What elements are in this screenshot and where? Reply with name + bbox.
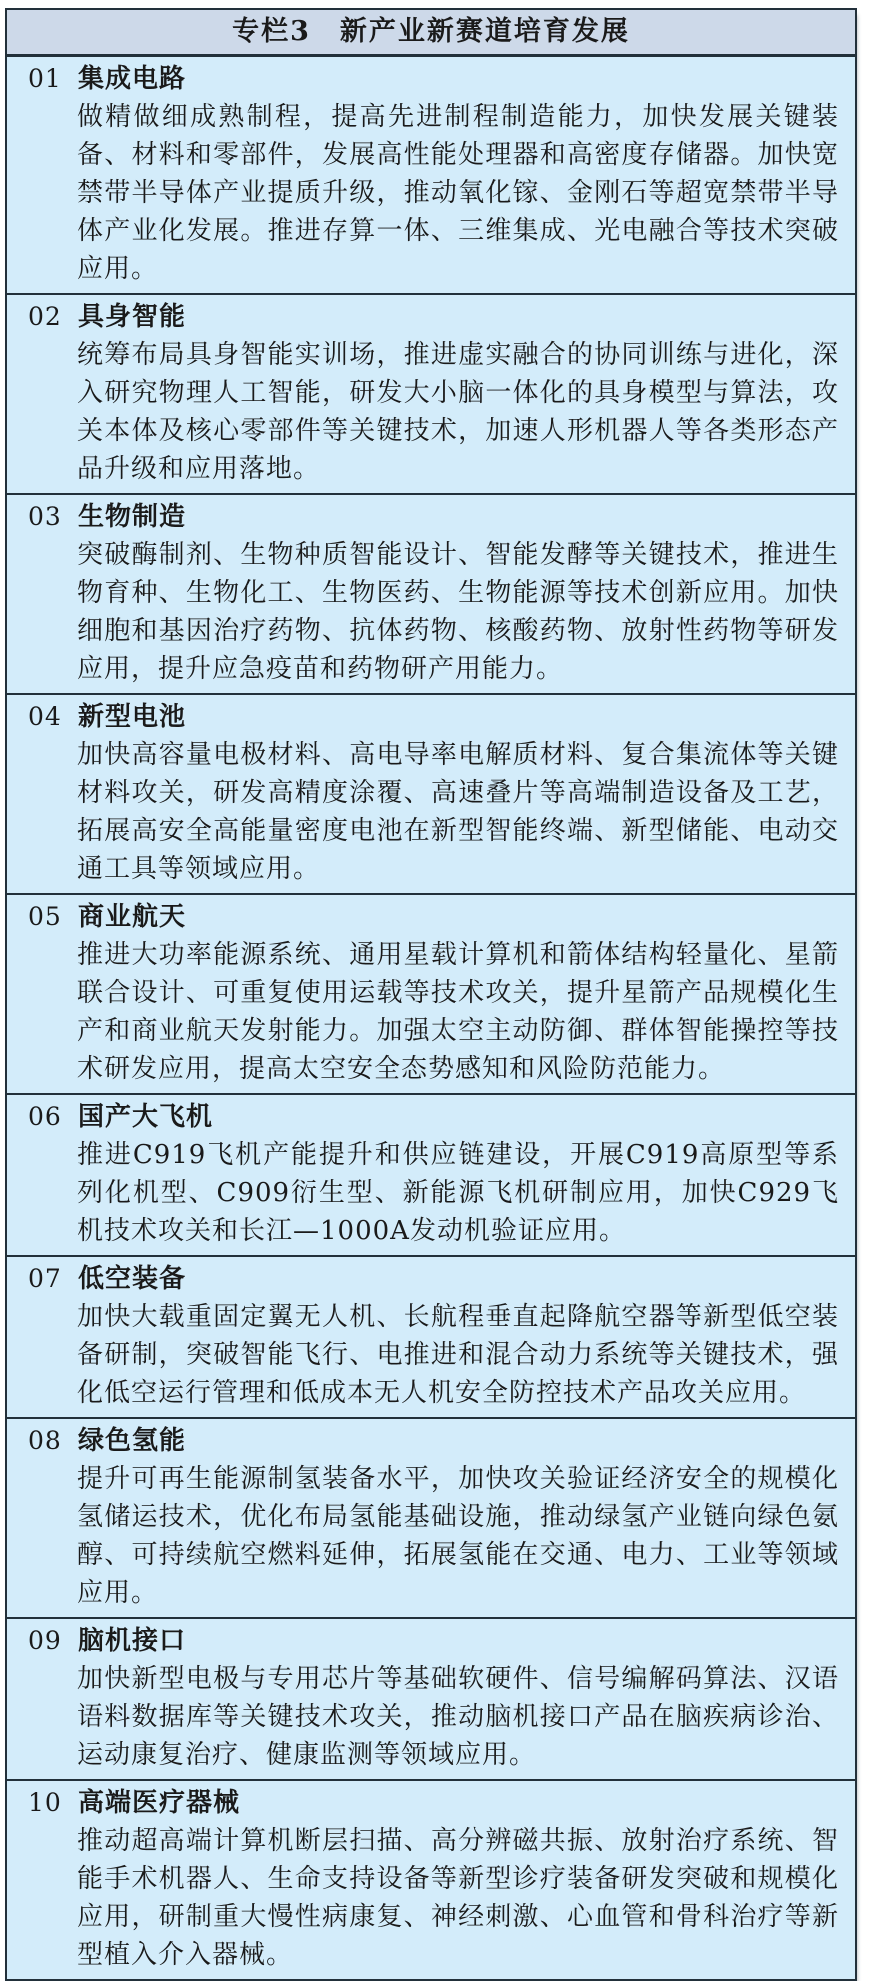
section-number: 05 <box>28 902 62 931</box>
section-title: 新型电池 <box>78 702 187 732</box>
section-title: 商业航天 <box>78 902 187 932</box>
panel-title: 专栏3 新产业新赛道培育发展 <box>232 16 630 47</box>
section-text: 加快大载重固定翼无人机、长航程垂直起降航空器等新型低空装备研制，突破智能飞行、电推进和混合动力系统等关键技术，强化低空运行管理和低成本无人机安全防控技术产品攻关应用。 <box>77 1302 839 1408</box>
section-head <box>7 498 855 536</box>
section-title: 国产大飞机 <box>78 1102 214 1132</box>
section-text: 推进大功率能源系统、通用星载计算机和箭体结构轻量化、星箭联合设计、可重复使用运载等技术攻关，提升星箭产品规模化生产和商业航天发射能力。加强太空主动防御、群体智能操控等技术研发应用，提高太空安全态势感知和风险防范能力。 <box>77 940 839 1084</box>
section-head <box>7 298 855 336</box>
section-text: 突破酶制剂、生物种质智能设计、智能发酵等关键技术，推进生物育种、生物化工、生物医药、生物能源等技术创新应用。加快细胞和基因治疗药物、抗体药物、核酸药物、放射性药物等研发应用，提升应急疫苗和药物研产用能力。 <box>77 540 839 684</box>
section-text: 推进C919飞机产能提升和供应链建设，开展C919高原型等系列化机型、C909衍生型、新能源飞机研制应用，加快C929飞机技术攻关和长江—1000A发动机验证应用。 <box>77 1140 839 1246</box>
section-number: 07 <box>28 1264 62 1293</box>
section-title: 生物制造 <box>78 502 187 532</box>
section-text: 加快高容量电极材料、高电导率电解质材料、复合集流体等关键材料攻关，研发高精度涂覆、高速叠片等高端制造设备及工艺，拓展高安全高能量密度电池在新型智能终端、新型储能、电动交通工具等领域应用。 <box>77 740 839 884</box>
section-head <box>7 1784 855 1822</box>
section-head <box>7 1622 855 1660</box>
special-column-panel <box>5 8 857 1981</box>
section-07 <box>7 1257 855 1419</box>
section-text: 加快新型电极与专用芯片等基础软硬件、信号编解码算法、汉语语料数据库等关键技术攻关，推动脑机接口产品在脑疾病诊治、运动康复治疗、健康监测等领域应用。 <box>77 1664 839 1770</box>
section-number: 10 <box>28 1788 62 1817</box>
section-number: 06 <box>28 1102 62 1131</box>
section-02 <box>7 295 855 495</box>
section-head <box>7 60 855 98</box>
section-head <box>7 1260 855 1298</box>
section-number: 01 <box>28 64 62 93</box>
panel-header <box>7 10 855 57</box>
section-08 <box>7 1419 855 1619</box>
section-title: 高端医疗器械 <box>78 1788 241 1818</box>
section-head <box>7 698 855 736</box>
section-text: 做精做细成熟制程，提高先进制程制造能力，加快发展关键装备、材料和零部件，发展高性能处理器和高密度存储器。加快宽禁带半导体产业提质升级，推动氧化镓、金刚石等超宽禁带半导体产业化发展。推进存算一体、三维集成、光电融合等技术突破应用。 <box>77 102 839 284</box>
section-09 <box>7 1619 855 1781</box>
section-number: 08 <box>28 1426 62 1455</box>
section-01 <box>7 57 855 295</box>
section-title: 具身智能 <box>78 302 187 332</box>
section-text: 推动超高端计算机断层扫描、高分辨磁共振、放射治疗系统、智能手术机器人、生命支持设备等新型诊疗装备研发突破和规模化应用，研制重大慢性病康复、神经刺激、心血管和骨科治疗等新型植入介入器械。 <box>77 1826 839 1970</box>
section-text: 统筹布局具身智能实训场，推进虚实融合的协同训练与进化，深入研究物理人工智能，研发大小脑一体化的具身模型与算法，攻关本体及核心零部件等关键技术，加速人形机器人等各类形态产品升级和应用落地。 <box>77 340 839 484</box>
section-list <box>7 57 855 1979</box>
section-head <box>7 1422 855 1460</box>
section-10 <box>7 1781 855 1979</box>
section-title: 低空装备 <box>78 1264 187 1294</box>
section-number: 04 <box>28 702 62 731</box>
section-05 <box>7 895 855 1095</box>
section-06 <box>7 1095 855 1257</box>
section-head <box>7 898 855 936</box>
section-title: 脑机接口 <box>78 1626 187 1656</box>
section-text: 提升可再生能源制氢装备水平，加快攻关验证经济安全的规模化氢储运技术，优化布局氢能基础设施，推动绿氢产业链向绿色氨醇、可持续航空燃料延伸，拓展氢能在交通、电力、工业等领域应用。 <box>77 1464 839 1608</box>
section-03 <box>7 495 855 695</box>
section-title: 集成电路 <box>78 64 187 94</box>
section-number: 03 <box>28 502 62 531</box>
section-number: 02 <box>28 302 62 331</box>
section-title: 绿色氢能 <box>78 1426 187 1456</box>
section-04 <box>7 695 855 895</box>
section-head <box>7 1098 855 1136</box>
section-number: 09 <box>28 1626 62 1655</box>
